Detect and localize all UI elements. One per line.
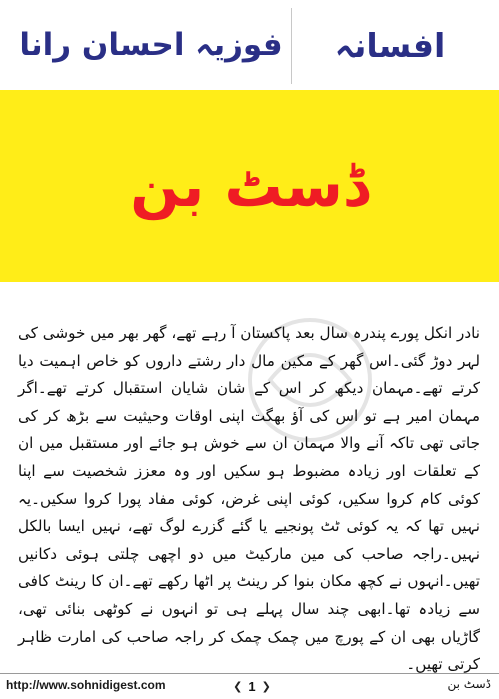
- header-divider: [291, 8, 292, 84]
- footer-running-title: ڈسٹ بن: [447, 677, 491, 691]
- right-ornament-icon: ❯: [261, 679, 271, 693]
- header-band: [0, 0, 499, 90]
- page-number-area: [222, 677, 282, 695]
- title-band: [0, 90, 499, 282]
- left-ornament-icon: ❮: [233, 679, 243, 693]
- author-name: فوزیہ احسان رانا: [19, 27, 283, 63]
- footer-divider: [0, 673, 499, 674]
- genre-label: افسانہ: [334, 25, 446, 65]
- footer-website-link[interactable]: http://www.sohnidigest.com: [6, 678, 166, 692]
- story-body: نادر انکل پورے پندرہ سال بعد پاکستان آ رہے تھے، گھر بھر میں خوشی کی لہر دوڑ گئی۔اس گھر کے مکین مال دار رشتے داروں کو خاص اہمیت دیا کرتے تھے۔مہمان دیکھ کر اس کے شان شایان استقبال کرتے تھے۔اگر مہمان امیر ہے تو اس کی آؤ بھگت اپنی اوقات وحیثیت سے بڑھ کر کی جاتی تھی تاکہ آنے والا مہمان ان سے خوش ہو جائے اور مستقبل میں ان کے تعلقات اور زیادہ مضبوط ہو سکیں اور وہ معزز شخصیت سے اپنا کوئی کام کروا سکیں، کوئی اپنی غرض، کوئی مفاد پورا کروا سکیں۔یہ نہیں تھا کہ یہ کوئی ٹٹ پونجیے یا گئے گزرے لوگ تھے، نہیں ایسا بالکل نہیں۔راجہ صاحب کی مین مارکیٹ میں دو اچھی چلتی ہوئی دکانیں تھیں۔انہوں نے کچھ مکان بنوا کر رینٹ پر اٹھا رکھے تھے۔ان کا رینٹ کافی سے زیادہ تھا۔ابھی چند سال پہلے ہی تو انہوں نے کوٹھی بنائی تھی، گاڑیاں بھی ان کے پورچ میں چمک چمک کر راجہ صاحب کی امارت ظاہر کرتی تھیں۔: [18, 324, 480, 674]
- story-title: ڈسٹ بن: [130, 152, 369, 220]
- page-number: 1: [248, 678, 256, 694]
